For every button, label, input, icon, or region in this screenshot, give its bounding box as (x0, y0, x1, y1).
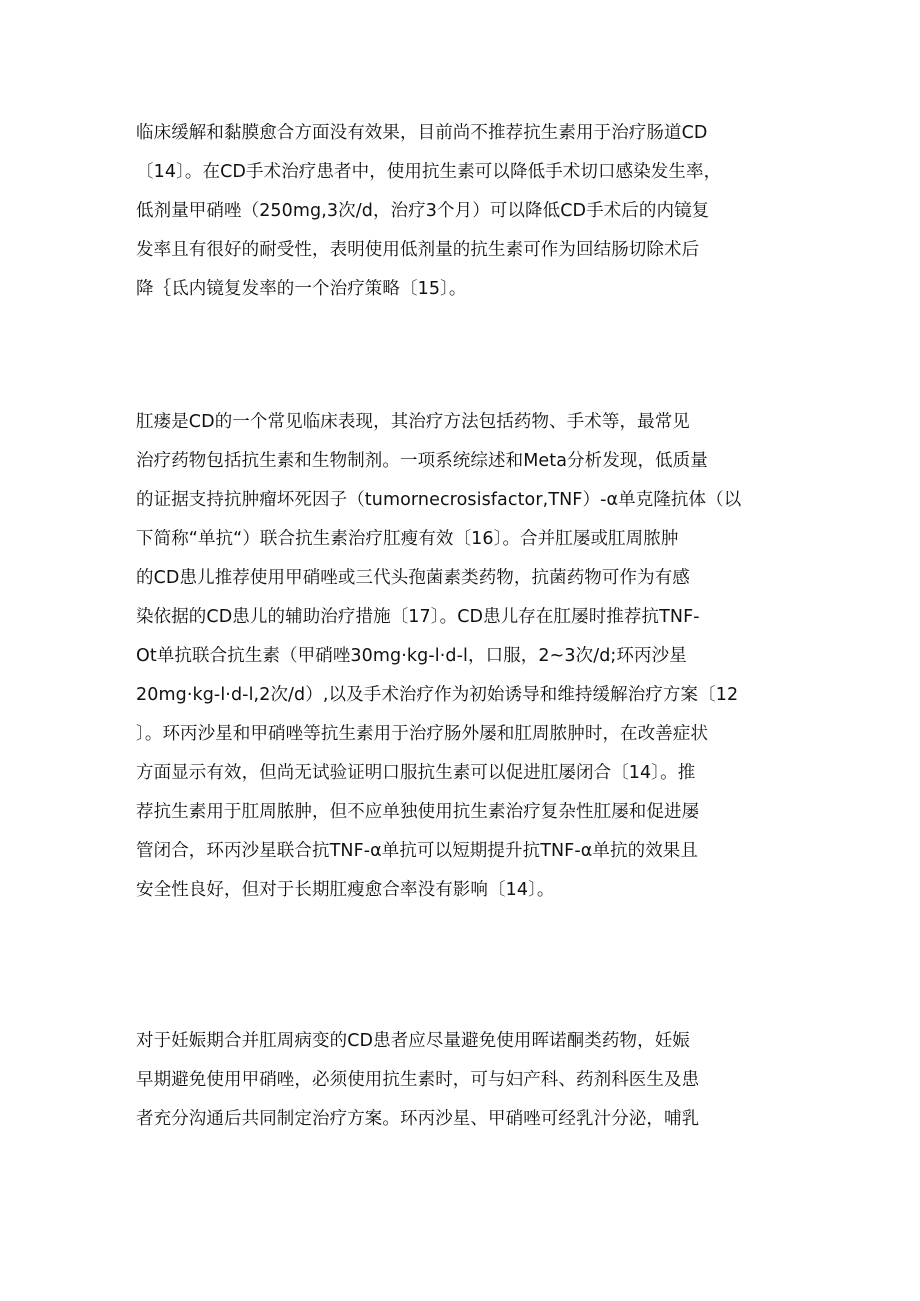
text-line: 肛瘘是CD的一个常见临床表现，其治疗方法包括药物、手术等，最常见 (136, 412, 690, 432)
text-line: 20mg·kg-l·d-l,2次/d）,以及手术治疗作为初始诱导和维持缓解治疗方案〔12 (136, 685, 739, 705)
text-line: 的证据支持抗肿瘤坏死因子（tumornecrosisfactor,TNF）-α单克隆抗体（以 (136, 490, 742, 510)
text-line: 〕。环丙沙星和甲硝唑等抗生素用于治疗肠外屡和肛周脓肿时，在改善症状 (136, 724, 709, 744)
paragraph-pregnancy (136, 1022, 796, 1139)
text-line: 安全性良好，但对于长期肛瘦愈合率没有影响〔14〕。 (136, 880, 555, 900)
text-line: 发率且有很好的耐受性，表明使用低剂量的抗生素可作为回结肠切除术后 (136, 240, 700, 260)
paragraph-antibiotics-cd (136, 114, 796, 309)
text-line: 染依据的CD患儿的辅助治疗措施〔17〕。CD患儿存在肛屡时推荐抗TNF- (136, 607, 700, 627)
text-line: 的CD患儿推荐使用甲硝唑或三代头孢菌素类药物，抗菌药物可作为有感 (136, 568, 690, 588)
text-line: 〔14〕。在CD手术治疗患者中，使用抗生素可以降低手术切口感染发生率， (136, 162, 722, 182)
text-line: 降｛氐内镜复发率的一个治疗策略〔15〕。 (136, 279, 467, 299)
text-line: Ot单抗联合抗生素（甲硝唑30mg·kg-l·d-l，口服，2~3次/d;环丙沙星 (136, 646, 687, 666)
text-line: 治疗药物包括抗生素和生物制剂。一项系统综述和Meta分析发现，低质量 (136, 451, 708, 471)
text-line: 下简称“单抗“）联合抗生素治疗肛瘦有效〔16〕。合并肛屡或肛周脓肿 (136, 529, 679, 549)
text-line: 对于妊娠期合并肛周病变的CD患者应尽量避免使用晖诺酮类药物，妊娠 (136, 1031, 690, 1051)
text-line: 者充分沟通后共同制定治疗方案。环丙沙星、甲硝唑可经乳汁分泌，哺乳 (136, 1109, 700, 1129)
text-line: 管闭合，环丙沙星联合抗TNF-α单抗可以短期提升抗TNF-α单抗的效果且 (136, 841, 698, 861)
text-line: 低剂量甲硝唑（250mg,3次/d，治疗3个月）可以降低CD手术后的内镜复 (136, 201, 710, 221)
text-line: 荐抗生素用于肛周脓肿，但不应单独使用抗生素治疗复杂性肛屡和促进屡 (136, 802, 700, 822)
text-line: 方面显示有效，但尚无试验证明口服抗生素可以促进肛屡闭合〔14〕。推 (136, 763, 696, 783)
text-line: 临床缓解和黏膜愈合方面没有效果，目前尚不推荐抗生素用于治疗肠道CD (136, 123, 708, 143)
paragraph-anal-fistula (136, 403, 796, 910)
text-line: 早期避免使用甲硝唑，必须使用抗生素时，可与妇产科、药剂科医生及患 (136, 1070, 700, 1090)
